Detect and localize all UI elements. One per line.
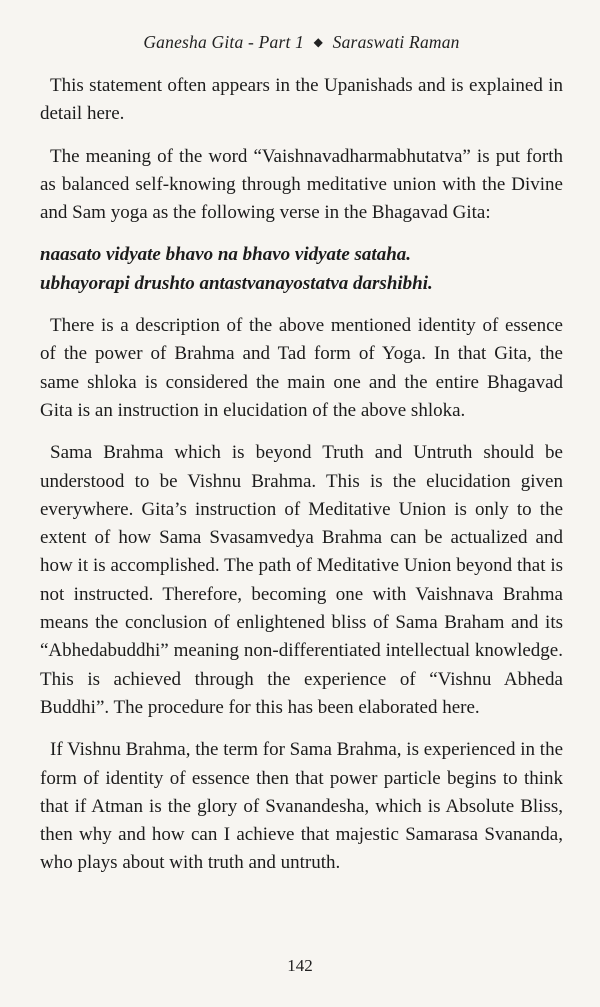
verse-line-1: naasato vidyate bhavo na bhavo vidyate sataha. [40, 244, 412, 266]
verse-quote [40, 241, 563, 298]
verse-line-2: ubhayorapi drushto antastvanayostatva darshibhi. [40, 272, 433, 294]
header-separator-icon: ◆ [313, 35, 324, 49]
author-name: Saraswati Raman [332, 32, 460, 52]
book-title: Ganesha Gita - Part 1 [143, 32, 305, 52]
paragraph-5: If Vishnu Brahma, the term for Sama Brahma, is experienced in the form of identity of essence then that power particle begins to think that if Atman is the glory of Svanandesha, which is Absolute Bliss, then why and how can I achieve that majestic Samarasa Svananda, who plays about with truth and untruth. [40, 739, 563, 874]
page-number: 142 [287, 956, 313, 975]
paragraph-1: This statement often appears in the Upanishads and is explained in detail here. [40, 75, 563, 125]
paragraph-2: The meaning of the word “Vaishnavadharmabhutatva” is put forth as balanced self-knowing through meditative union with the Divine and Sam yoga as the following verse in the Bhagavad Gita: [40, 145, 563, 224]
running-header [40, 32, 563, 62]
body-text [40, 72, 563, 878]
paragraph-3: There is a description of the above mentioned identity of essence of the power of Brahma and Tad form of Yoga. In that Gita, the same shloka is considered the main one and the entire Bhagavad Gita is an instruction in elucidation of the above shloka. [40, 315, 563, 421]
paragraph-4: Sama Brahma which is beyond Truth and Untruth should be understood to be Vishnu Brahma. This is the elucidation given everywhere. Gita’s instruction of Meditative Union is only to the extent of how Sama Svasamvedya Brahma can be actualized and how it is accomplished. The path of Meditative Union beyond that is not instructed. Therefore, becoming one with Vaishnava Brahma means the conclusion of enlightened bliss of Sama Braham and its “Abhedabuddhi” meaning non-differentiated intellectual knowledge. This is achieved through the experience of “Vishnu Abheda Buddhi”. The procedure for this has been elaborated here. [40, 442, 563, 718]
